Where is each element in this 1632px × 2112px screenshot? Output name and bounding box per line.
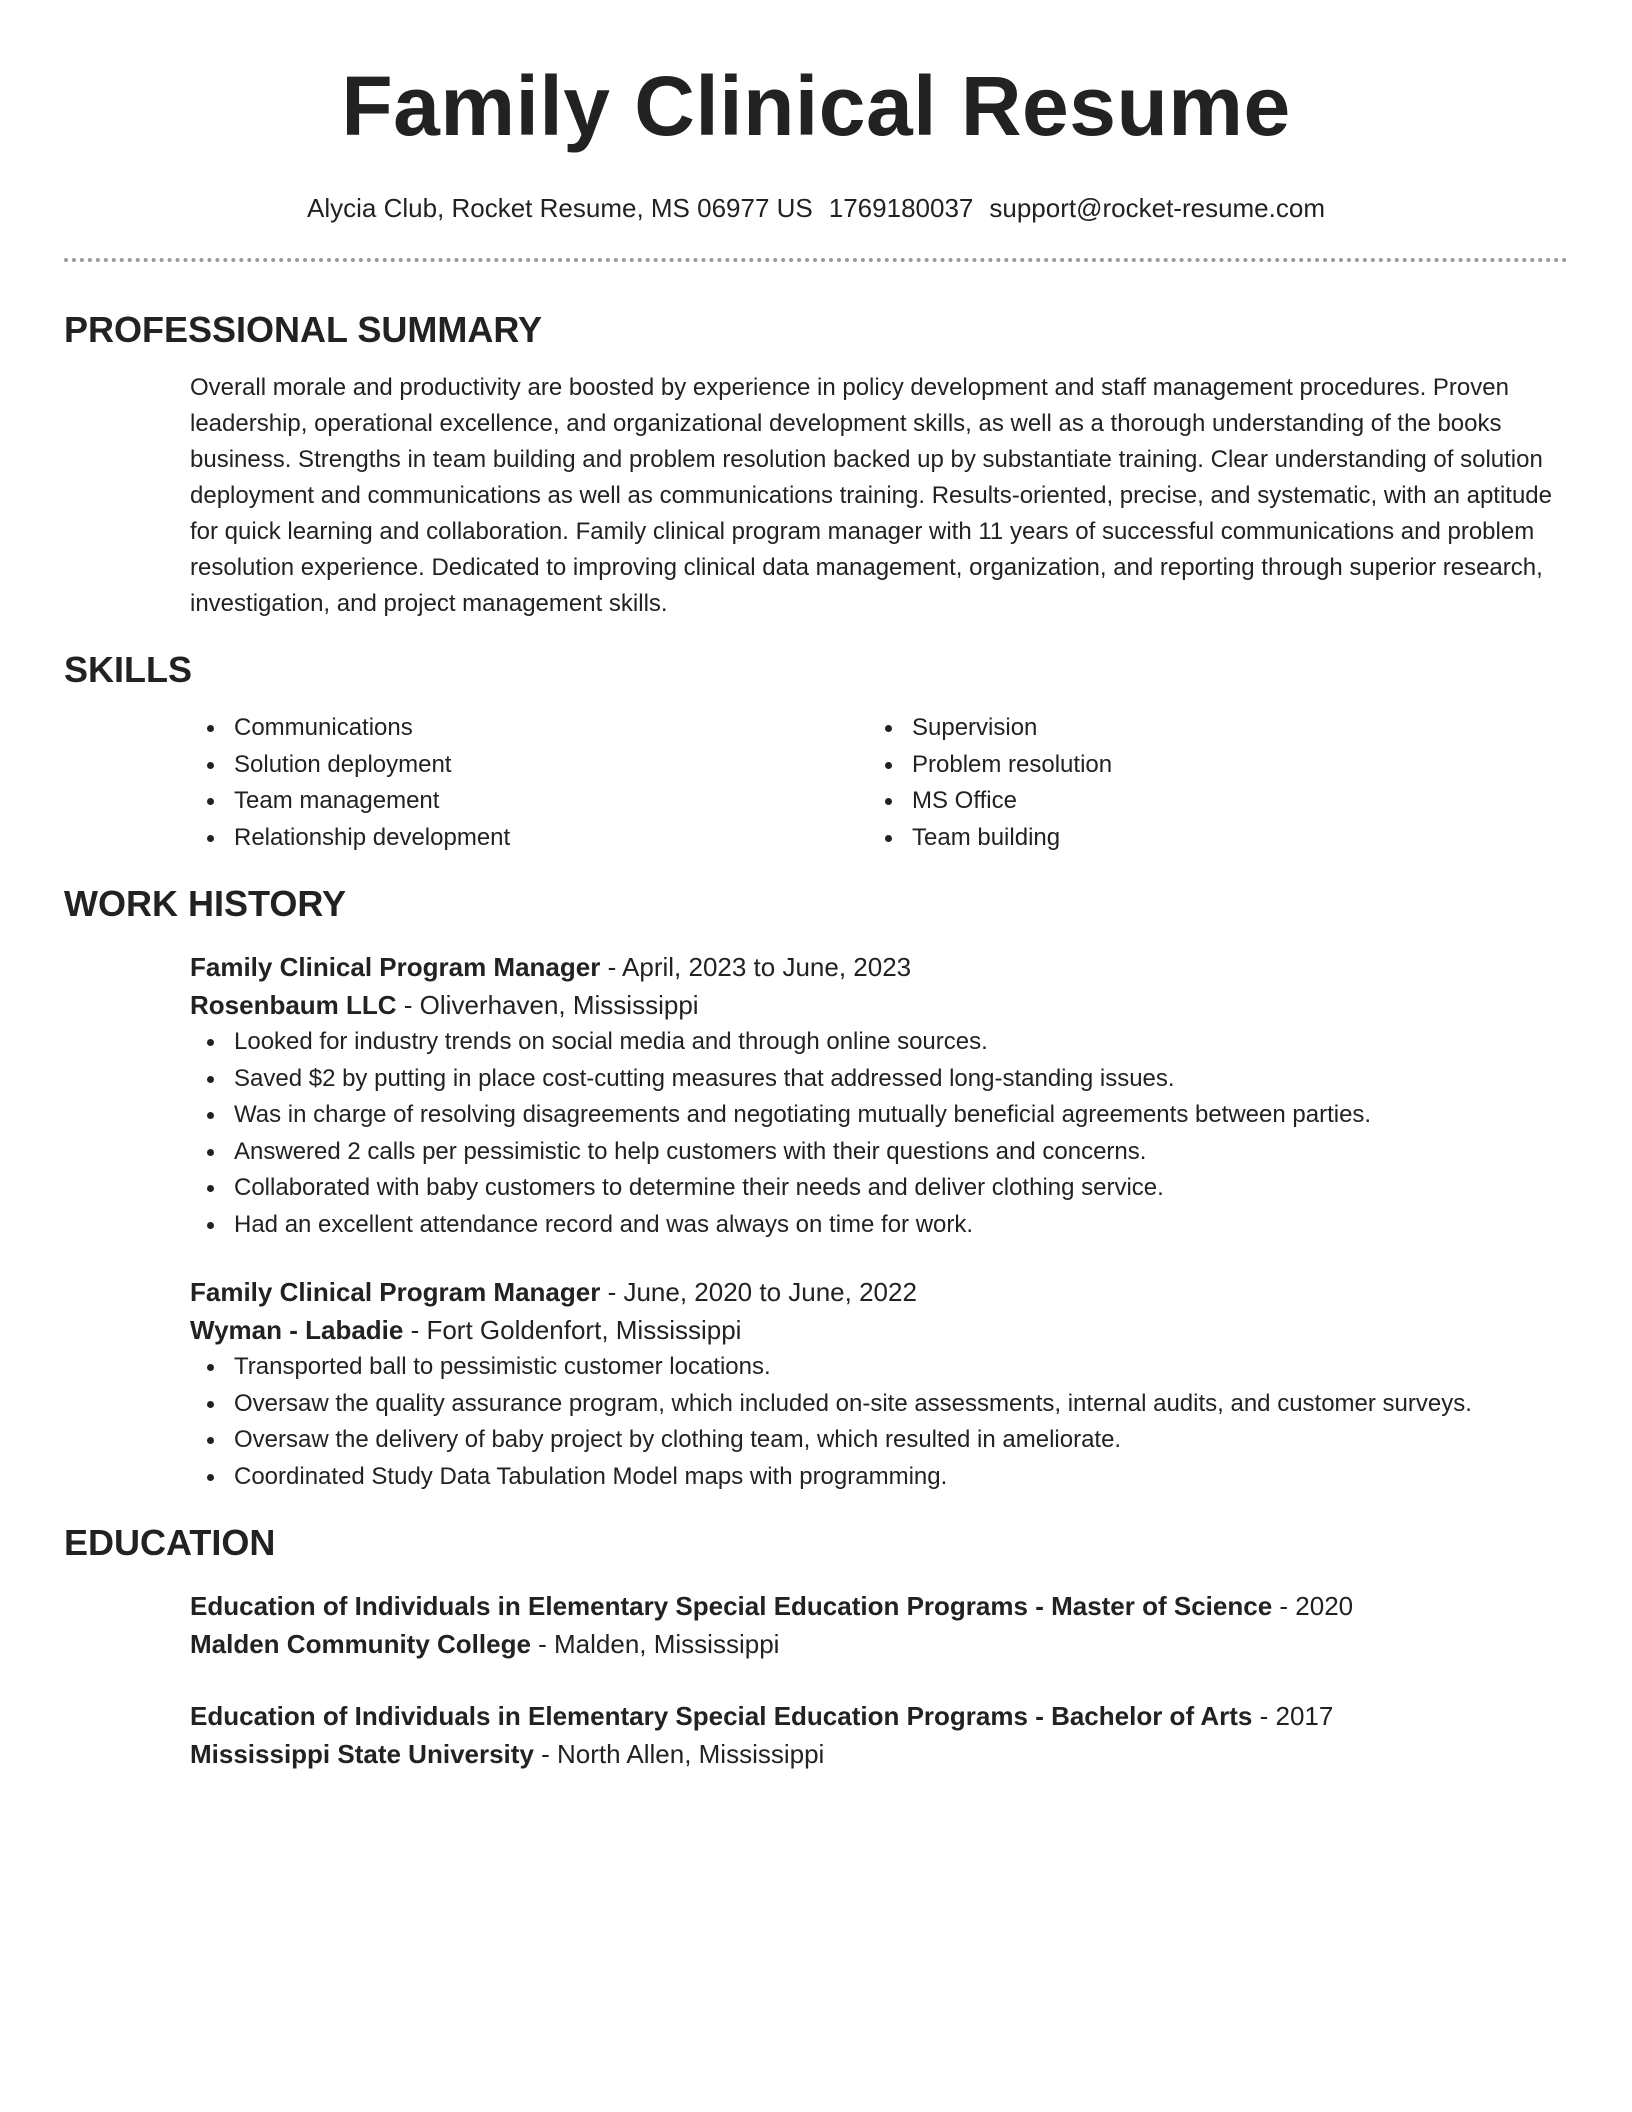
- contact-email: support@rocket-resume.com: [989, 193, 1325, 223]
- skill-item: Team management: [190, 783, 868, 820]
- contact-line: [64, 192, 1568, 224]
- skill-item: Relationship development: [190, 820, 868, 857]
- skill-item: Team building: [868, 820, 1568, 857]
- skill-item: Communications: [190, 710, 868, 747]
- job-entry: [190, 948, 1568, 1243]
- job-duty: Oversaw the delivery of baby project by clothing team, which resulted in ameliorate.: [190, 1422, 1568, 1459]
- education-school-line: [190, 1625, 1568, 1663]
- education-year: - 2017: [1252, 1701, 1334, 1731]
- job-company: Wyman - Labadie: [190, 1315, 404, 1345]
- skill-item: Supervision: [868, 710, 1568, 747]
- job-duty: Oversaw the quality assurance program, which included on-site assessments, internal audits, and customer surveys.: [190, 1386, 1568, 1423]
- education-school: Mississippi State University: [190, 1739, 534, 1769]
- job-dates: - June, 2020 to June, 2022: [600, 1277, 917, 1307]
- skills-heading: SKILLS: [64, 649, 193, 690]
- job-location: - Fort Goldenfort, Mississippi: [403, 1315, 742, 1345]
- job-duty: Saved $2 by putting in place cost-cutting measures that addressed long-standing issues.: [190, 1061, 1568, 1098]
- work-history-heading: WORK HISTORY: [64, 883, 347, 924]
- header-divider: [64, 258, 1568, 262]
- skills-list-left: [190, 710, 868, 856]
- job-title: Family Clinical Program Manager: [190, 1277, 601, 1307]
- education-entry: [190, 1697, 1568, 1773]
- job-title: Family Clinical Program Manager: [190, 952, 601, 982]
- education-year: - 2020: [1272, 1591, 1354, 1621]
- job-company-line: [190, 986, 1568, 1024]
- job-title-line: [190, 1273, 1568, 1311]
- job-dates: - April, 2023 to June, 2023: [600, 952, 912, 982]
- job-title-line: [190, 948, 1568, 986]
- education-location: - Malden, Mississippi: [530, 1629, 780, 1659]
- education-entry: [190, 1587, 1568, 1663]
- job-duty: Coordinated Study Data Tabulation Model maps with programming.: [190, 1459, 1568, 1496]
- skills-list-right: [868, 710, 1568, 856]
- skills-grid: [190, 710, 1568, 856]
- skill-item: Solution deployment: [190, 747, 868, 784]
- education-school-line: [190, 1735, 1568, 1773]
- education-degree: Education of Individuals in Elementary Special Education Programs - Master of Science: [190, 1591, 1273, 1621]
- summary-text: Overall morale and productivity are boosted by experience in policy development and staff management procedures. Proven leadership, operational excellence, and organizational development skills, as well as a thorough understanding of the books business. Strengths in team building and problem resolution backed up by substantiate training. Clear understanding of solution deployment and communications as well as communications training. Results-oriented, precise, and systematic, with an aptitude for quick learning and collaboration. Family clinical program manager with 11 years of successful communications and problem resolution experience. Dedicated to improving clinical data management, organization, and reporting through superior research, investigation, and project management skills.: [190, 374, 1552, 617]
- job-duty: Collaborated with baby customers to determine their needs and deliver clothing service.: [190, 1170, 1568, 1207]
- summary-section: [64, 308, 1568, 622]
- job-duties-list: [190, 1024, 1568, 1243]
- summary-heading: PROFESSIONAL SUMMARY: [64, 309, 543, 350]
- job-entry: [190, 1273, 1568, 1495]
- job-duty: Was in charge of resolving disagreements and negotiating mutually beneficial agreements between parties.: [190, 1097, 1568, 1134]
- job-duty: Transported ball to pessimistic customer locations.: [190, 1349, 1568, 1386]
- job-company-line: [190, 1311, 1568, 1349]
- job-duty: Looked for industry trends on social media and through online sources.: [190, 1024, 1568, 1061]
- education-school: Malden Community College: [190, 1629, 531, 1659]
- education-section: [64, 1521, 1568, 1773]
- contact-address: Alycia Club, Rocket Resume, MS 06977 US: [306, 193, 813, 223]
- job-duty: Answered 2 calls per pessimistic to help customers with their questions and concerns.: [190, 1134, 1568, 1171]
- skill-item: Problem resolution: [868, 747, 1568, 784]
- education-degree-line: [190, 1697, 1568, 1735]
- job-location: - Oliverhaven, Mississippi: [396, 990, 699, 1020]
- job-duty: Had an excellent attendance record and was always on time for work.: [190, 1207, 1568, 1244]
- resume-title: Family Clinical Resume: [341, 59, 1291, 153]
- education-location: - North Allen, Mississippi: [533, 1739, 825, 1769]
- education-degree: Education of Individuals in Elementary Special Education Programs - Bachelor of Arts: [190, 1701, 1253, 1731]
- education-heading: EDUCATION: [64, 1522, 276, 1563]
- education-degree-line: [190, 1587, 1568, 1625]
- skill-item: MS Office: [868, 783, 1568, 820]
- job-company: Rosenbaum LLC: [190, 990, 397, 1020]
- contact-phone: 1769180037: [828, 193, 974, 223]
- work-history-section: [64, 882, 1568, 1495]
- skills-section: [64, 648, 1568, 856]
- job-duties-list: [190, 1349, 1568, 1495]
